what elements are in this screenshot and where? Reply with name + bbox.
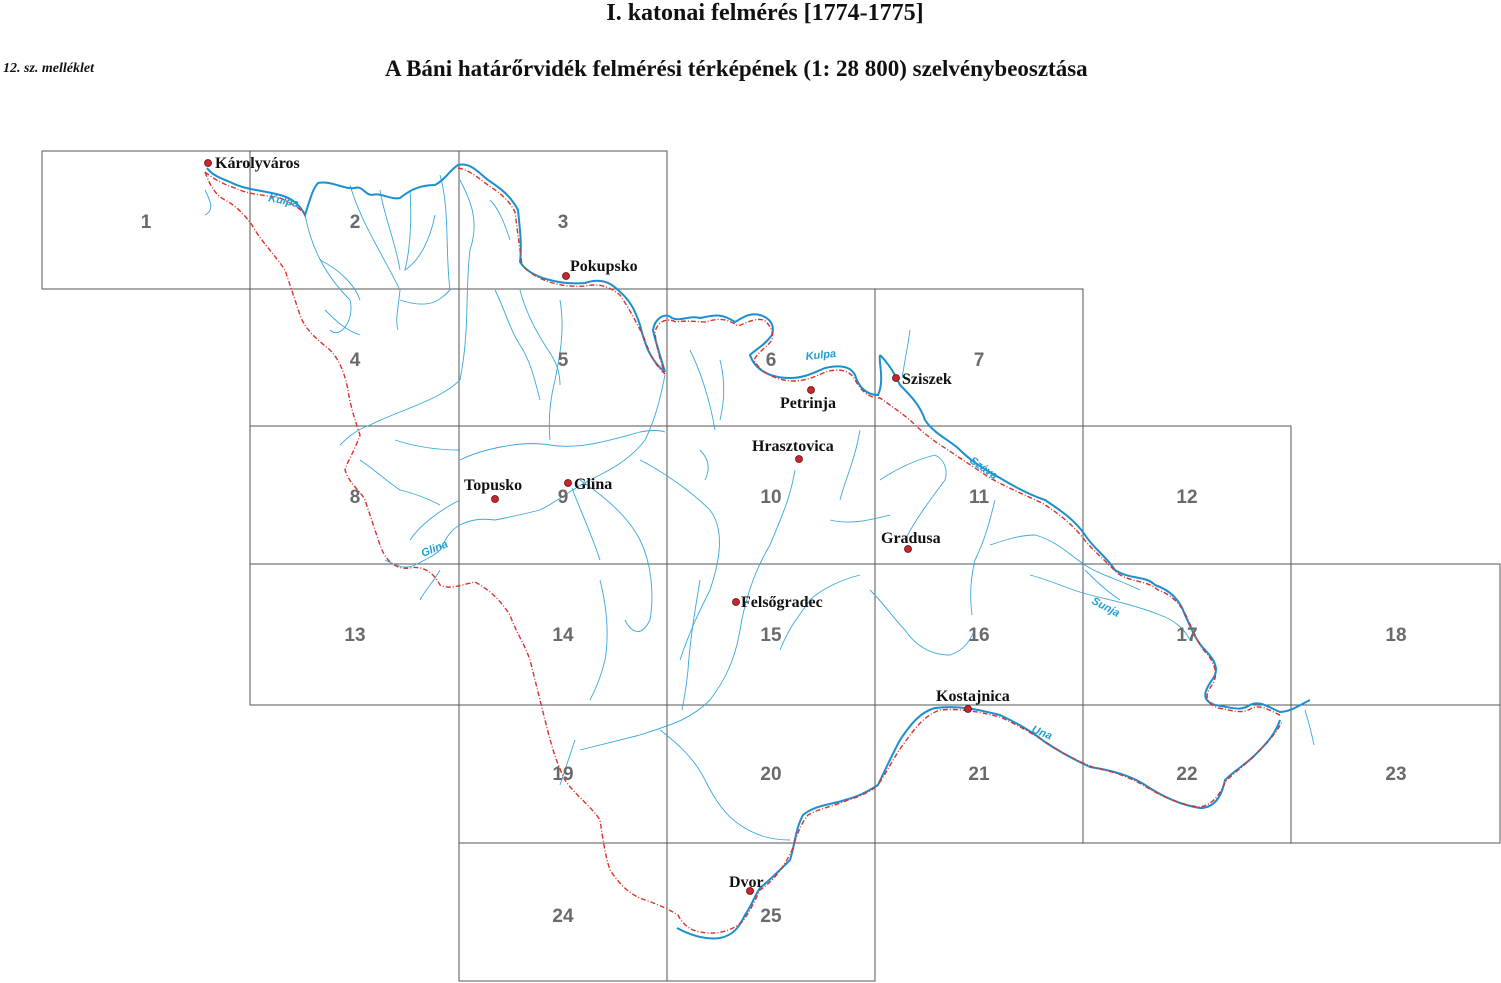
sheet-number-24: 24 bbox=[552, 906, 574, 927]
map-title: I. katonai felmérés [1774-1775] bbox=[606, 0, 924, 26]
map-subtitle: A Báni határőrvidék felmérési térképének (1: 28 800) szelvénybeosztása bbox=[385, 56, 1088, 81]
sheet-number-23: 23 bbox=[1385, 764, 1407, 785]
town-marker-topusko bbox=[492, 496, 499, 503]
towns bbox=[205, 155, 1010, 895]
river-labels bbox=[267, 192, 1121, 742]
river-label-kulpa-west: Kulpa bbox=[267, 192, 300, 211]
sheet-number-1: 1 bbox=[140, 212, 152, 233]
sheet-number-10: 10 bbox=[760, 487, 782, 508]
una-river bbox=[677, 707, 1280, 938]
town-marker-pokupsko bbox=[563, 273, 570, 280]
sheet-number-16: 16 bbox=[968, 625, 990, 646]
sheet-number-20: 20 bbox=[760, 764, 782, 785]
sheet-number-9: 9 bbox=[557, 487, 569, 508]
town-marker-hrasztovica bbox=[796, 456, 803, 463]
river-label-sunja: Sunja bbox=[1089, 595, 1122, 620]
town-marker-karolyvaros bbox=[205, 160, 212, 167]
sheet-number-2: 2 bbox=[349, 212, 361, 233]
sheet-number-3: 3 bbox=[557, 212, 569, 233]
sheet-number-17: 17 bbox=[1176, 625, 1198, 646]
sheet-number-5: 5 bbox=[557, 350, 569, 371]
sheet-number-22: 22 bbox=[1176, 764, 1198, 785]
town-label-karolyvaros: Károlyváros bbox=[215, 155, 300, 172]
town-label-gradusa: Gradusa bbox=[881, 530, 941, 547]
river-label-kulpa-east: Kulpa bbox=[805, 347, 837, 363]
town-label-sziszek: Sziszek bbox=[902, 371, 952, 388]
town-label-kostajnica: Kostajnica bbox=[936, 688, 1010, 705]
town-marker-petrinja bbox=[808, 387, 815, 394]
town-label-topusko: Topusko bbox=[464, 477, 523, 494]
river-label-glina: Glina bbox=[419, 538, 450, 560]
town-label-dvor: Dvor bbox=[729, 874, 764, 891]
river-label-szava: Száva bbox=[967, 454, 1000, 483]
sheet-number-12: 12 bbox=[1176, 487, 1198, 508]
town-label-pokupsko: Pokupsko bbox=[570, 258, 638, 275]
sheet-number-13: 13 bbox=[344, 625, 366, 646]
sheet-number-18: 18 bbox=[1385, 625, 1407, 646]
town-label-hrasztovica: Hrasztovica bbox=[752, 438, 834, 455]
sheet-number-25: 25 bbox=[760, 906, 782, 927]
appendix-label: 12. sz. melléklet bbox=[3, 61, 94, 76]
sheet-number-19: 19 bbox=[552, 764, 574, 785]
town-label-glina: Glina bbox=[574, 476, 613, 493]
sheet-number-7: 7 bbox=[973, 350, 985, 371]
town-label-petrinja: Petrinja bbox=[780, 395, 836, 412]
sheet-number-4: 4 bbox=[349, 350, 361, 371]
main-rivers bbox=[207, 164, 1310, 938]
sheet-numbers bbox=[141, 212, 1407, 927]
sheet-number-15: 15 bbox=[760, 625, 782, 646]
sheet-number-6: 6 bbox=[765, 350, 777, 371]
sheet-number-8: 8 bbox=[349, 487, 361, 508]
szava-river bbox=[880, 355, 1310, 712]
border-line bbox=[205, 168, 1282, 933]
sheet-number-14: 14 bbox=[552, 625, 574, 646]
town-marker-sziszek bbox=[893, 375, 900, 382]
river-label-una: Una bbox=[1029, 723, 1054, 743]
town-marker-felsogradec bbox=[733, 599, 740, 606]
sheet-number-21: 21 bbox=[968, 764, 990, 785]
sheet-number-11: 11 bbox=[968, 487, 990, 508]
sheet-grid bbox=[42, 151, 1500, 981]
town-marker-kostajnica bbox=[965, 706, 972, 713]
town-label-felsogradec: Felsőgradec bbox=[741, 594, 823, 611]
town-marker-glina bbox=[565, 480, 572, 487]
